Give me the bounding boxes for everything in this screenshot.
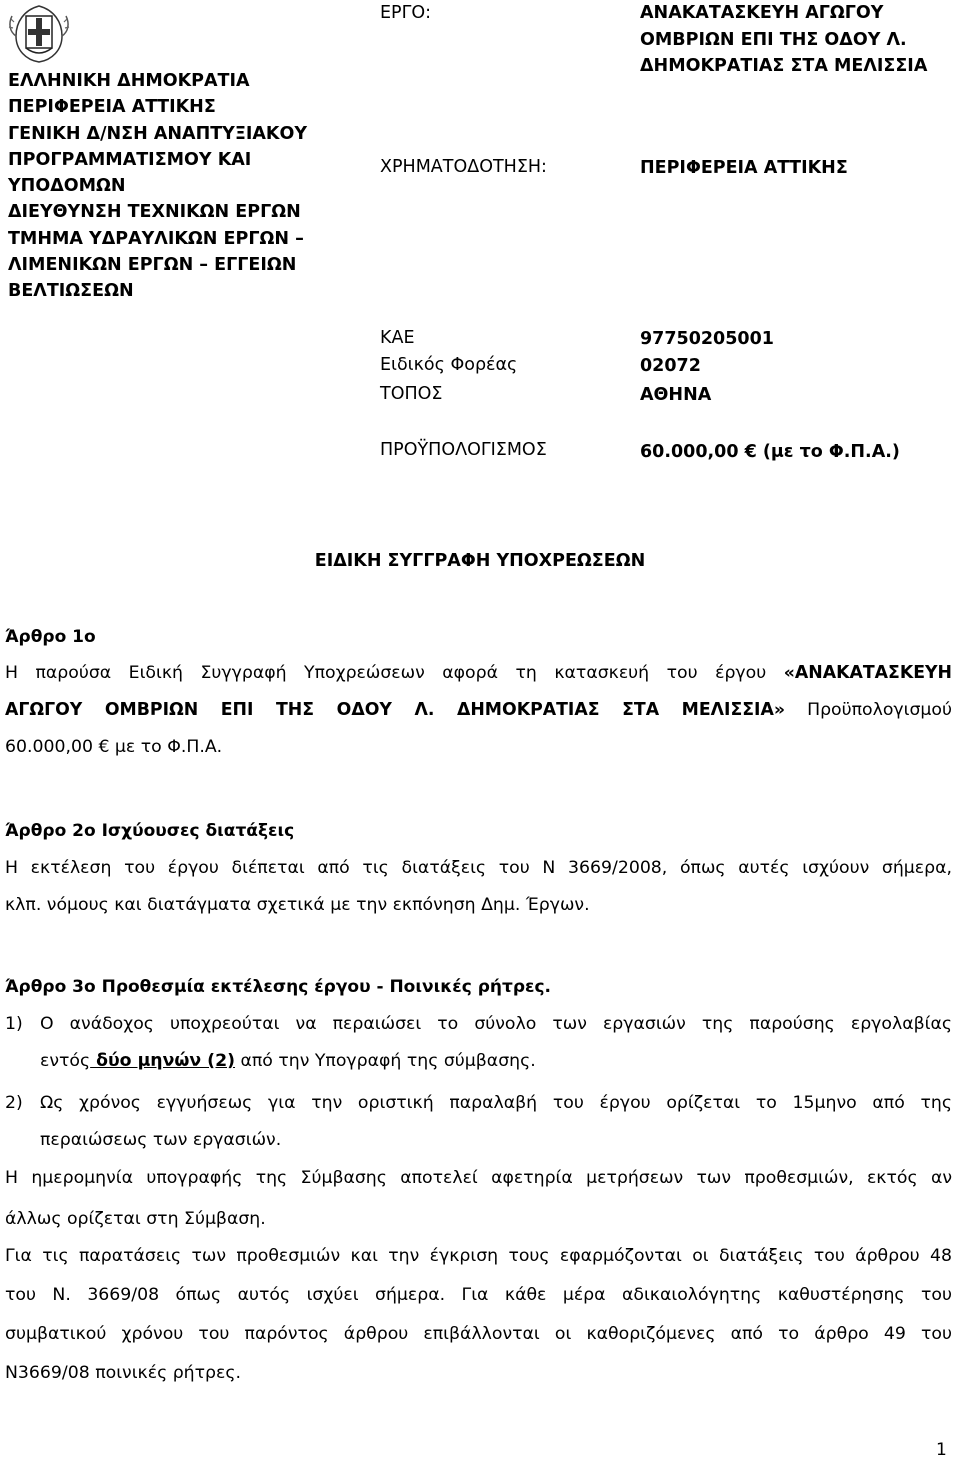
project-value-line: ΑΝΑΚΑΤΑΣΚΕΥΗ ΑΓΩΓΟΥ xyxy=(640,3,884,23)
carrier-value: 02072 xyxy=(640,356,701,376)
authority-line: ΓΕΝΙΚΗ Δ/ΝΣΗ ΑΝΑΠΤΥΞΙΑΚΟΥ xyxy=(8,123,308,144)
budget-label: ΠΡΟΫΠΟΛΟΓΙΣΜΟΣ xyxy=(380,440,547,460)
authority-line: ΥΠΟΔΟΜΩΝ xyxy=(8,176,126,197)
issuing-authority xyxy=(8,68,353,305)
project-value-line: ΔΗΜΟΚΡΑΤΙΑΣ ΣΤΑ ΜΕΛΙΣΣΙΑ xyxy=(640,56,928,76)
article-3-heading: Άρθρο 3ο Προθεσμία εκτέλεσης έργου - Ποινικές ρήτρες. xyxy=(5,977,552,997)
place-value: ΑΘΗΝΑ xyxy=(640,385,712,405)
authority-line: ΔΙΕΥΘΥΝΣΗ ΤΕΧΝΙΚΩΝ ΕΡΓΩΝ xyxy=(8,202,301,223)
article-2-heading: Άρθρο 2ο Ισχύουσες διατάξεις xyxy=(5,821,295,841)
carrier-label: Ειδικός Φορέας xyxy=(380,355,518,375)
item-1-line: Ο ανάδοχος υποχρεούται να περαιώσει το σύνολο των εργασιών της παρούσης εργολαβίας xyxy=(40,1014,952,1034)
paragraph-line: του Ν. 3669/08 όπως αυτός ισχύει σήμερα. Για κάθε μέρα αδικαιολόγητης καθυστέρησης του xyxy=(5,1285,952,1305)
item-2-line: Ως χρόνος εγγυήσεως για την οριστική παραλαβή του έργου ορίζεται το 15μηνο από της xyxy=(40,1093,952,1113)
authority-line: ΠΕΡΙΦΕΡΕΙΑ ΑΤΤΙΚΗΣ xyxy=(8,97,216,118)
kae-label: ΚΑΕ xyxy=(380,328,415,348)
budget-value: 60.000,00 € (με το Φ.Π.Α.) xyxy=(640,442,900,462)
authority-line: ΕΛΛΗΝΙΚΗ ΔΗΜΟΚΡΑΤΙΑ xyxy=(8,71,250,91)
authority-line: ΤΜΗΜΑ ΥΔΡΑΥΛΙΚΩΝ ΕΡΓΩΝ – xyxy=(8,228,304,249)
article-2-line: Η εκτέλεση του έργου διέπεται από τις διατάξεις του Ν 3669/2008, όπως αυτές ισχύουν σήμερα, xyxy=(5,858,952,878)
article-1-line xyxy=(5,663,952,683)
funding-label: ΧΡΗΜΑΤΟΔΟΤΗΣΗ: xyxy=(380,157,547,177)
article-1-line xyxy=(5,700,952,720)
page-number: 1 xyxy=(936,1440,947,1460)
authority-line: ΛΙΜΕΝΙΚΩΝ ΕΡΓΩΝ – ΕΓΓΕΙΩΝ xyxy=(8,255,297,276)
authority-line: ΒΕΛΤΙΩΣΕΩΝ xyxy=(8,281,134,302)
item-number: 1) xyxy=(5,1014,23,1034)
article-1-budget: 60.000,00 € με το Φ.Π.Α. xyxy=(5,737,223,757)
item-1-text: από την Υπογραφή της σύμβασης. xyxy=(240,1051,536,1071)
document-title: ΕΙΔΙΚΗ ΣΥΓΓΡΑΦΗ ΥΠΟΧΡΕΩΣΕΩΝ xyxy=(314,551,646,571)
greek-coat-of-arms-icon xyxy=(6,2,72,64)
article-1-heading: Άρθρο 1ο xyxy=(5,627,96,647)
deadline-duration: δύο μηνών (2) xyxy=(90,1051,235,1071)
kae-value: 97750205001 xyxy=(640,329,774,349)
paragraph-line: Ν3669/08 ποινικές ρήτρες. xyxy=(5,1363,241,1383)
article-2-line: κλπ. νόμους και διατάγματα σχετικά με την εκπόνηση Δημ. Έργων. xyxy=(5,895,590,915)
project-value xyxy=(640,0,927,80)
project-label: ΕΡΓΟ: xyxy=(380,3,432,23)
item-1-text: εντός xyxy=(40,1051,91,1071)
paragraph-line: άλλως ορίζεται στη Σύμβαση. xyxy=(5,1209,266,1229)
place-label: ΤΟΠΟΣ xyxy=(380,384,443,404)
item-number: 2) xyxy=(5,1093,23,1113)
authority-line: ΠΡΟΓΡΑΜΜΑΤΙΣΜΟΥ ΚΑΙ xyxy=(8,149,252,170)
paragraph-line: Η ημερομηνία υπογραφής της Σύμβασης αποτελεί αφετηρία μετρήσεων των προθεσμιών, εκτός αν xyxy=(5,1168,952,1188)
paragraph-line: Για τις παρατάσεις των προθεσμιών και την έγκριση τους εφαρμόζονται οι διατάξεις του άρθρου 48 xyxy=(5,1246,952,1266)
article-1-text: Η παρούσα Ειδική Συγγραφή Υποχρεώσεων αφορά τη κατασκευή του έργου xyxy=(5,663,767,683)
article-1-project-bold: ΑΓΩΓΟΥ ΟΜΒΡΙΩΝ ΕΠΙ ΤΗΣ ΟΔΟΥ Λ. ΔΗΜΟΚΡΑΤΙΑΣ ΣΤΑ ΜΕΛΙΣΣΙΑ» xyxy=(5,700,786,720)
paragraph-line: συμβατικού χρόνου του παρόντος άρθρου επιβάλλονται οι καθοριζόμενες από το άρθρο 49 του xyxy=(5,1324,952,1344)
article-1-project-bold: «ΑΝΑΚΑΤΑΣΚΕΥΗ xyxy=(783,663,952,683)
item-1-line xyxy=(40,1051,536,1071)
funding-value: ΠΕΡΙΦΕΡΕΙΑ ΑΤΤΙΚΗΣ xyxy=(640,158,848,178)
article-1-text: Προϋπολογισμού xyxy=(807,700,952,720)
project-value-line: ΟΜΒΡΙΩΝ ΕΠΙ ΤΗΣ ΟΔΟΥ Λ. xyxy=(640,29,907,50)
item-2-line: περαιώσεως των εργασιών. xyxy=(40,1130,282,1150)
